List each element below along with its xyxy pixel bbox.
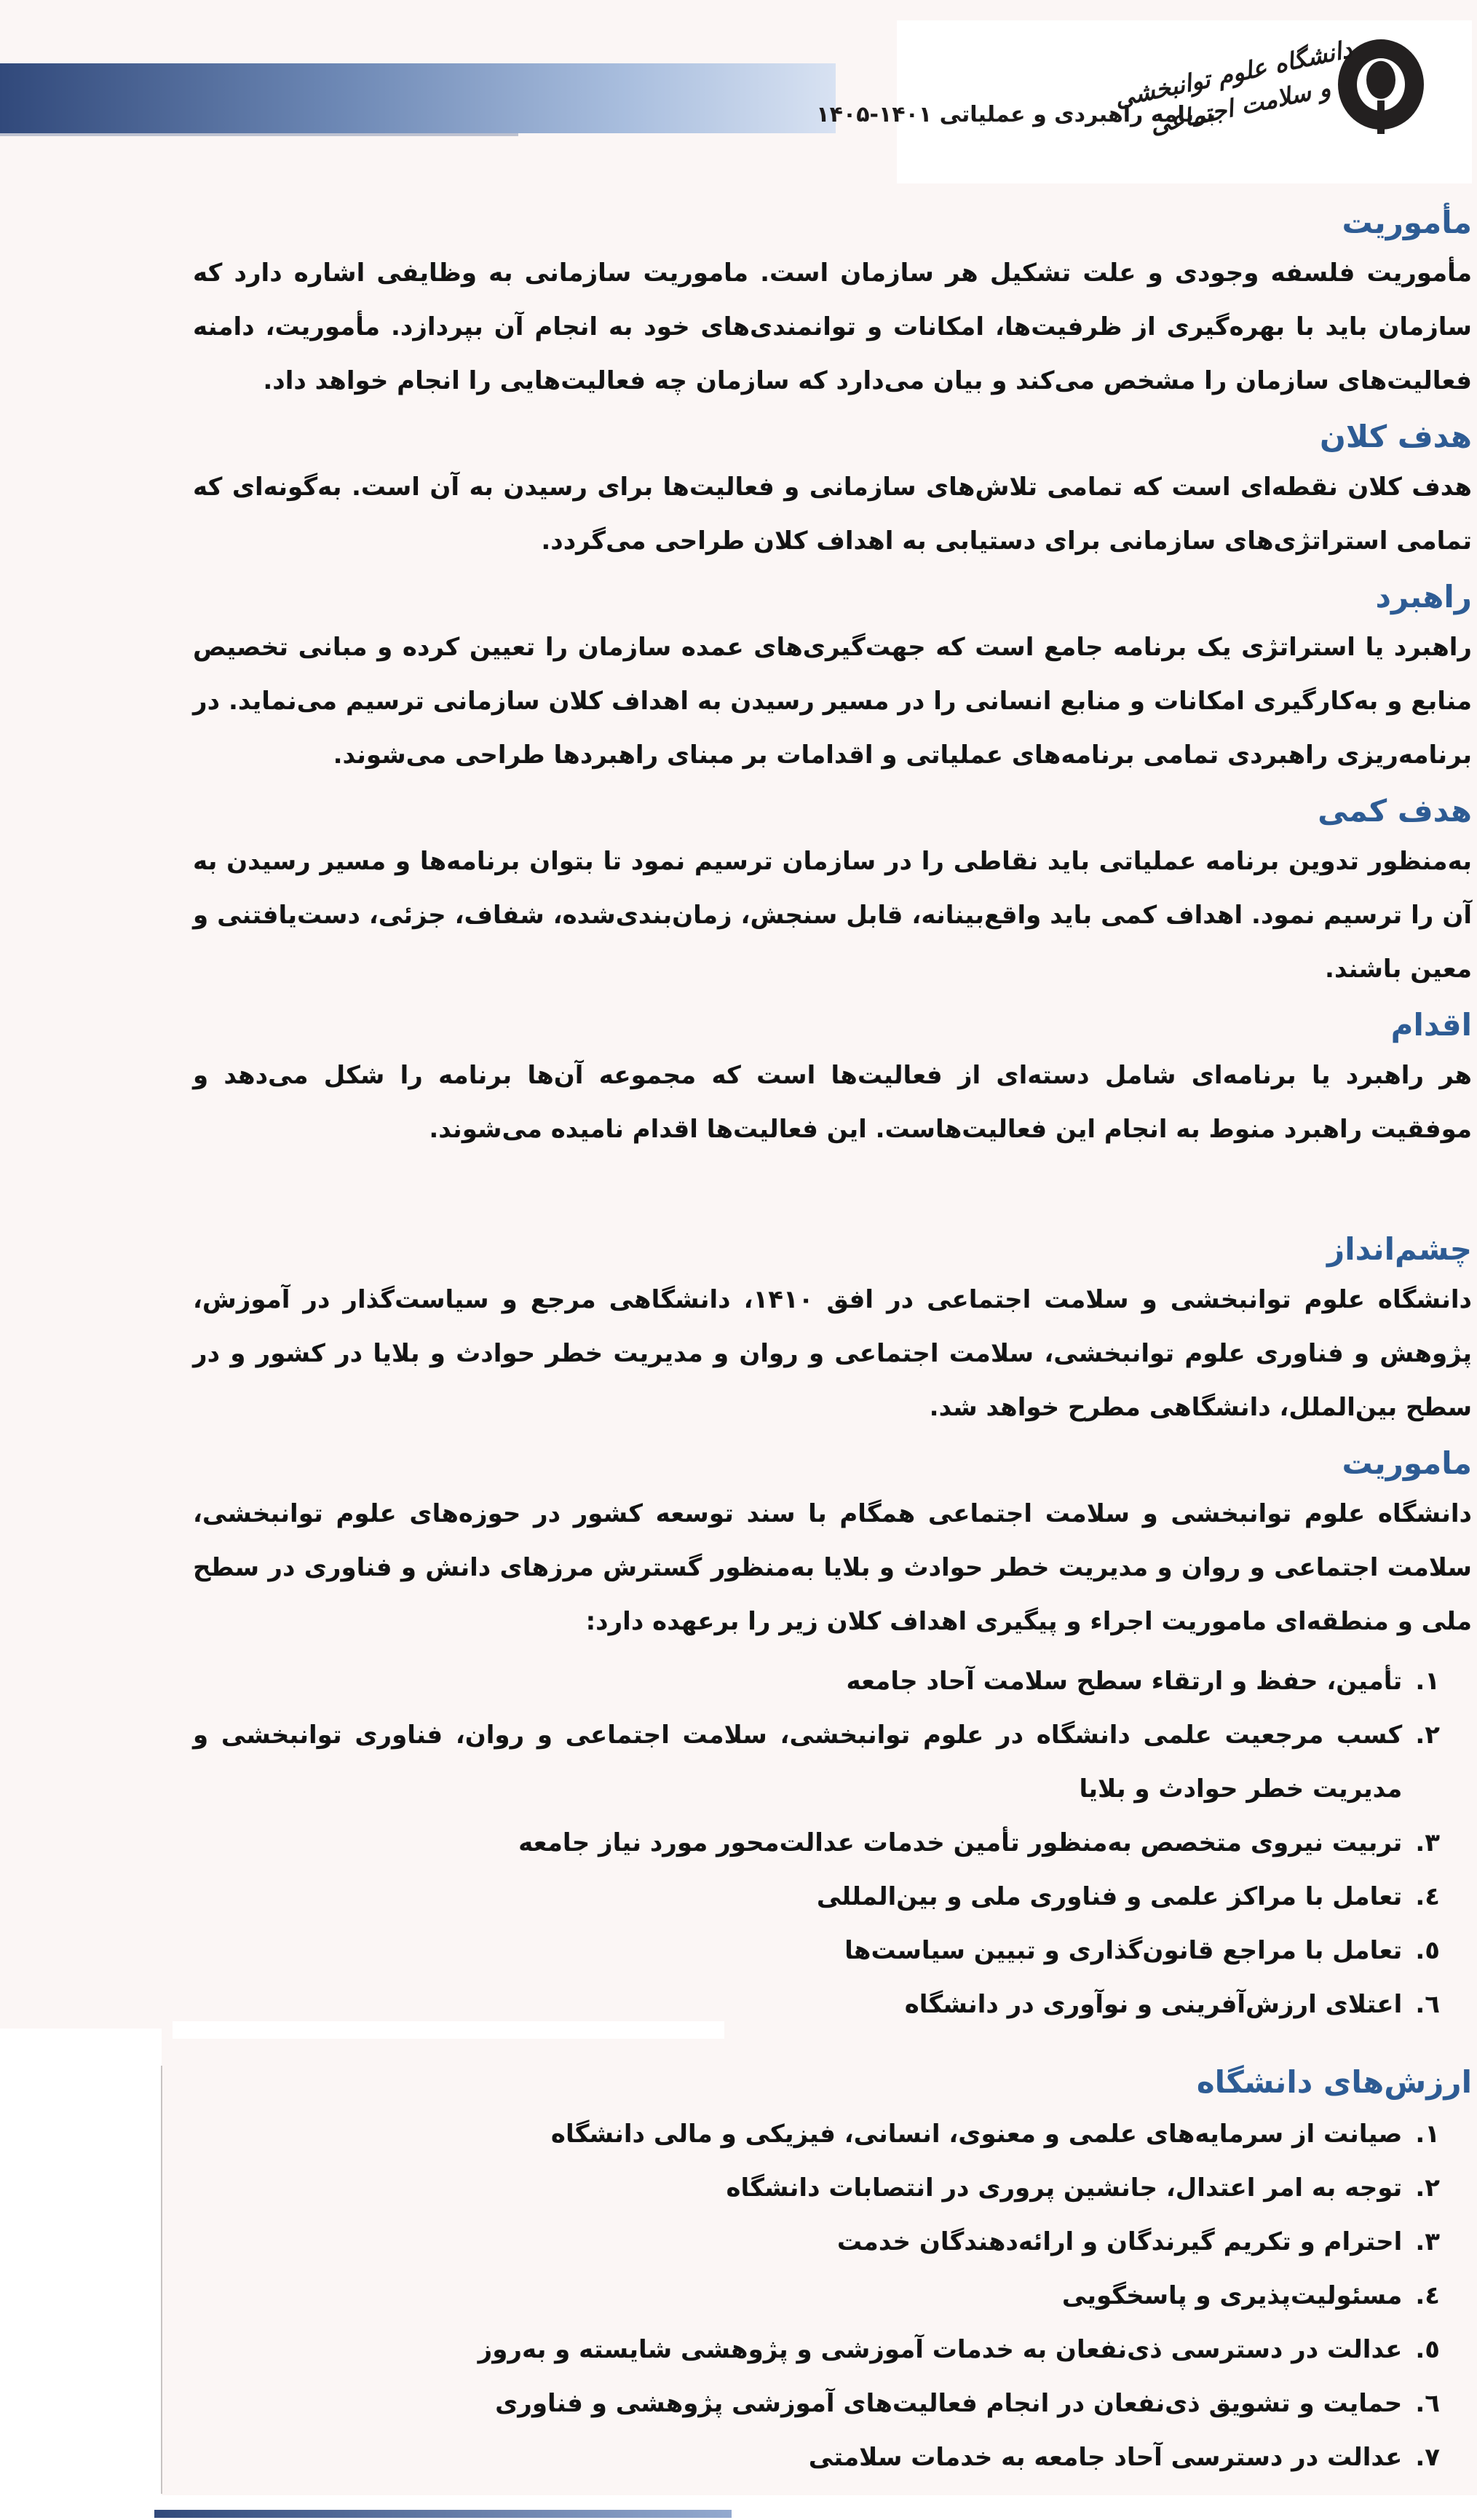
emblem-stem — [1377, 100, 1385, 134]
section-university-values — [193, 2031, 1472, 2484]
list-item-number: ٥. — [1415, 1936, 1440, 1965]
list-item-text: تعامل با مراکز علمی و فناوری ملی و بین‌المللی — [816, 1882, 1403, 1911]
list-item — [193, 2107, 1472, 2161]
list-item — [193, 2430, 1472, 2484]
list-item-text: احترام و تکریم گیرندگان و ارائه‌دهندگان خدمت — [836, 2227, 1403, 2256]
list-item-number: ٥. — [1415, 2335, 1440, 2364]
document-header — [816, 20, 1472, 183]
list-item-text: توجه به امر اعتدال، جانشین پروری در انتصابات دانشگاه — [726, 2173, 1403, 2203]
list-item-text: تربیت نیروی متخصص به‌منظور تأمین خدمات عدالت‌محور مورد نیاز جامعه — [518, 1828, 1403, 1857]
section-mission-definition — [193, 204, 1472, 408]
section-strategy-definition — [193, 578, 1472, 782]
section-text: راهبرد یا استراتژی یک برنامه جامع است که جهت‌گیری‌های عمده سازمان را تعیین کرده و مبانی تخصیص منابع و به‌کارگیری امکانات و منابع انسانی را در مسیر رسیدن به اهداف کلان سازمانی ترسیم می‌نماید. در برنامه‌ریزی راهبردی تمامی برنامه‌های عملیاتی و اقدامات بر مبنای راهبردها طراحی می‌شوند. — [193, 633, 1472, 770]
list-item-text: صیانت از سرمایه‌های علمی و معنوی، انسانی، فیزیکی و مالی دانشگاه — [550, 2120, 1403, 2149]
scan-white-strip-artifact — [173, 2021, 724, 2039]
document-content — [193, 194, 1472, 2484]
values-list — [193, 2107, 1472, 2484]
list-item-number: ۱. — [1415, 1667, 1440, 1696]
list-item-number: ۳. — [1415, 2227, 1440, 2256]
list-item — [193, 1816, 1472, 1870]
section-heading: چشم‌انداز — [1327, 1231, 1472, 1267]
mission-goals-list — [193, 1654, 1472, 2031]
list-item — [193, 1708, 1472, 1816]
header-accent-bar — [0, 63, 836, 133]
left-margin-white-area — [0, 2029, 162, 2520]
list-item-number: ۱. — [1415, 2120, 1440, 2149]
list-item — [193, 1870, 1472, 1924]
section-heading: هدف کمی — [1318, 793, 1472, 829]
left-margin-rule — [161, 2066, 162, 2494]
section-heading: اقدام — [1390, 1007, 1472, 1043]
list-item-number: ۳. — [1415, 1828, 1440, 1857]
list-item-number: ۷. — [1415, 2443, 1440, 2472]
section-macro-goal-definition — [193, 418, 1472, 568]
list-item — [193, 2215, 1472, 2269]
section-text: مأموریت فلسفه وجودی و علت تشکیل هر سازمان است. ماموریت سازمانی به وظایفی اشاره دارد که سازمان باید با بهره‌گیری از ظرفیت‌ها، امکانات و توانمندی‌های خود به انجام آن بپردازد. مأموریت، دامنه فعالیت‌های سازمان را مشخص می‌کند و بیان می‌دارد که سازمان چه فعالیت‌هایی را انجام خواهد داد. — [193, 258, 1472, 395]
list-item-text: حمایت و تشویق ذی‌نفعان در انجام فعالیت‌های آموزشی پژوهشی و فناوری — [495, 2389, 1403, 2418]
list-item-number: ۲. — [1415, 1721, 1440, 1750]
program-title: برنامه راهبردی و عملیاتی ۱۴۰۱-۱۴۰۵ — [816, 102, 1216, 127]
list-item — [193, 1654, 1472, 1708]
list-item-text: تأمین، حفظ و ارتقاء سطح سلامت آحاد جامعه — [846, 1667, 1403, 1696]
list-item — [193, 2323, 1472, 2377]
list-item — [193, 1924, 1472, 1978]
section-action-definition — [193, 1006, 1472, 1156]
list-item-number: ٦. — [1415, 1990, 1440, 2019]
section-heading: ارزش‌های دانشگاه — [1196, 2064, 1472, 2100]
section-vision — [193, 1162, 1472, 1434]
section-text: دانشگاه علوم توانبخشی و سلامت اجتماعی در افق ۱۴۱۰، دانشگاهی مرجع و سیاست‌گذار در آموزش، پژوهش و فناوری علوم توانبخشی، سلامت اجتماعی و روان و مدیریت خطر حوادث و بلایا در کشور و در سطح بین‌الملل، دانشگاهی مطرح خواهد شد. — [193, 1285, 1473, 1422]
section-heading: راهبرد — [1375, 579, 1472, 615]
list-item-number: ٦. — [1415, 2389, 1440, 2418]
list-item — [193, 2377, 1472, 2430]
list-item — [193, 2161, 1472, 2215]
section-heading: هدف کلان — [1320, 419, 1472, 454]
section-text: دانشگاه علوم توانبخشی و سلامت اجتماعی همگام با سند توسعه کشور در حوزه‌های علوم توانبخشی، سلامت اجتماعی و روان و مدیریت خطر حوادث و بلایا به‌منظور گسترش مرزهای دانش و فناوری در سطح ملی و منطقه‌ای ماموریت اجراء و پیگیری اهداف کلان زیر را برعهده دارد: — [193, 1499, 1472, 1636]
university-name-calligraphy: دانشگاه علوم توانبخشی و سلامت اجتماعی — [1112, 34, 1355, 140]
list-item-text: عدالت در دسترسی آحاد جامعه به خدمات سلامتی — [808, 2443, 1403, 2472]
list-item-text: مسئولیت‌پذیری و پاسخگویی — [1061, 2281, 1403, 2310]
list-item-text: اعتلای ارزش‌آفرینی و نوآوری در دانشگاه — [904, 1990, 1403, 2019]
section-quantitative-goal-definition — [193, 792, 1472, 996]
list-item-number: ٤. — [1415, 2281, 1440, 2310]
section-heading: ماموریت — [1342, 1445, 1472, 1481]
section-heading: مأموریت — [1342, 205, 1472, 240]
list-item-text: کسب مرجعیت علمی دانشگاه در علوم توانبخشی، سلامت اجتماعی و روان، فناوری توانبخشی و مدیریت خطر حوادث و بلایا — [193, 1721, 1403, 1804]
list-item-number: ۲. — [1415, 2173, 1440, 2203]
section-university-mission — [193, 1445, 1472, 2031]
list-item-text: عدالت در دسترسی ذی‌نفعان به خدمات آموزشی و پژوهشی شایسته و به‌روز — [478, 2335, 1403, 2364]
section-text: به‌منظور تدوین برنامه عملیاتی باید نقاطی را در سازمان ترسیم نمود تا بتوان برنامه‌ها و مسیر رسیدن به آن را ترسیم نمود. اهداف کمی باید واقع‌بینانه، قابل سنجش، زمان‌بندی‌شده، شفاف، جزئی، دست‌یافتنی و معین باشند. — [193, 847, 1472, 984]
emblem-dot — [1366, 61, 1395, 99]
section-text: هدف کلان نقطه‌ای است که تمامی تلاش‌های سازمانی و فعالیت‌ها برای رسیدن به آن است. به‌گونه‌ای که تمامی استراتژی‌های سازمانی برای دستیابی به اهداف کلان طراحی می‌گردد. — [193, 473, 1472, 556]
list-item-text: تعامل با مراجع قانون‌گذاری و تبیین سیاست‌ها — [844, 1936, 1403, 1965]
section-text: هر راهبرد یا برنامه‌ای شامل دسته‌ای از فعالیت‌ها است که مجموعه آن‌ها برنامه را شکل می‌دهد و موفقیت راهبرد منوط به انجام این فعالیت‌هاست. این فعالیت‌ها اقدام نامیده می‌شوند. — [193, 1061, 1472, 1144]
list-item — [193, 2269, 1472, 2323]
footer-accent-bar — [154, 2510, 732, 2518]
list-item-number: ٤. — [1415, 1882, 1440, 1911]
